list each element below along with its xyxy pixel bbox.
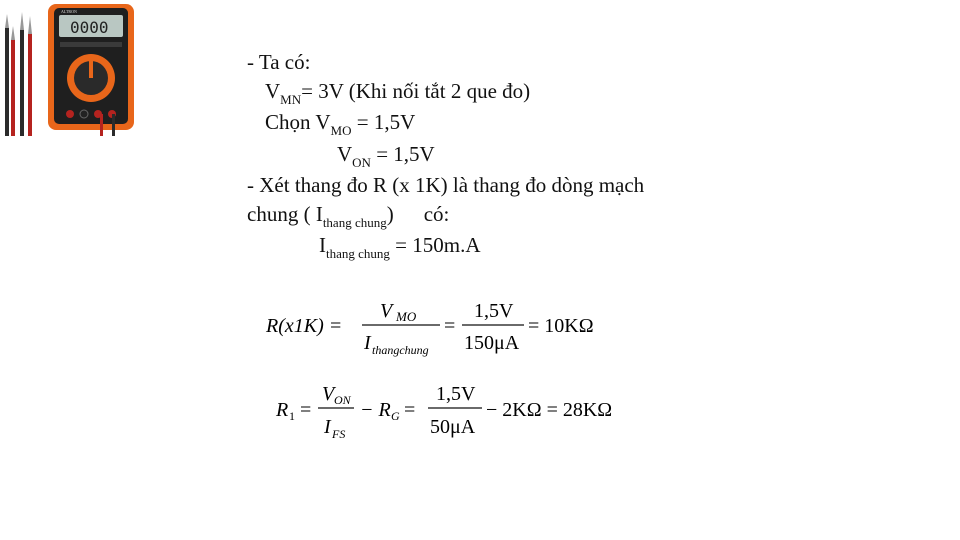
von-post: = 1,5V <box>370 141 435 166</box>
eq2-lhs: R <box>276 399 289 421</box>
eq1-num2: 1,5V <box>474 300 514 322</box>
eq2-result: − 2KΩ = 28KΩ <box>486 399 613 421</box>
von-pre: V <box>337 141 353 166</box>
eq2-den2: 50μA <box>430 416 476 438</box>
line-common <box>247 200 717 232</box>
common-post: ) <box>386 201 394 226</box>
line-vmo <box>247 108 717 140</box>
eq1-eq-sign: = <box>444 315 456 337</box>
eq2-den1: I <box>324 416 331 438</box>
vmn-sub: MN <box>280 91 302 107</box>
vmo-pre: Chọn V <box>265 110 331 134</box>
range-text: - Xét thang đo R (x 1K) là thang đo dòng mạch <box>247 173 645 197</box>
vmo-post: = 1,5V <box>351 110 416 134</box>
eq2-num1: V <box>322 383 335 405</box>
eq1-num1: V <box>380 300 393 322</box>
explanation-text <box>247 48 717 263</box>
common-pre: chung ( I <box>247 201 323 226</box>
eq2-minus-term: − R <box>360 399 391 421</box>
eq1-result: = 10KΩ <box>528 315 594 337</box>
line-ithang <box>247 231 717 263</box>
eq2-eq-sign: = <box>404 399 416 421</box>
common-tail: có: <box>423 201 450 226</box>
eq1-den2: 150μA <box>464 332 520 354</box>
ithang-sub: thang chung <box>326 246 390 261</box>
line-range <box>247 171 717 200</box>
line-von <box>247 140 717 172</box>
vmn-post: = 3V (Khi nối tắt 2 que đo) <box>301 78 531 103</box>
intro-text: - Ta có: <box>247 50 311 74</box>
von-sub: ON <box>352 154 371 170</box>
line-vmn <box>247 77 717 109</box>
eq2-num1-sub: ON <box>334 393 351 407</box>
eq1-num1-sub: MO <box>396 309 417 324</box>
ithang-pre: I <box>319 233 326 257</box>
eq1-den1: I <box>364 332 371 354</box>
vmo-sub: MO <box>330 123 352 138</box>
eq2-num2: 1,5V <box>436 383 476 405</box>
multimeter-image <box>0 0 140 140</box>
line-intro <box>247 48 717 77</box>
equation-r1 <box>272 378 652 448</box>
equation-rx1k <box>262 292 622 362</box>
ithang-post: = 150m.A <box>389 233 481 257</box>
eq2-minus-sub: G <box>391 409 400 423</box>
eq1-lhs: R(x1K) = <box>266 315 343 337</box>
display-reading: 0000 <box>70 18 109 37</box>
eq2-lhs-eq: = <box>300 399 312 421</box>
vmn-pre: V <box>265 78 281 103</box>
common-sub: thang chung <box>322 214 387 230</box>
brand-label: ALTRON <box>61 9 77 14</box>
eq2-den1-sub: FS <box>332 427 346 441</box>
probe-leads <box>5 12 32 136</box>
eq1-den1-sub: thangchung <box>372 343 429 357</box>
eq2-lhs-sub: 1 <box>289 409 295 423</box>
